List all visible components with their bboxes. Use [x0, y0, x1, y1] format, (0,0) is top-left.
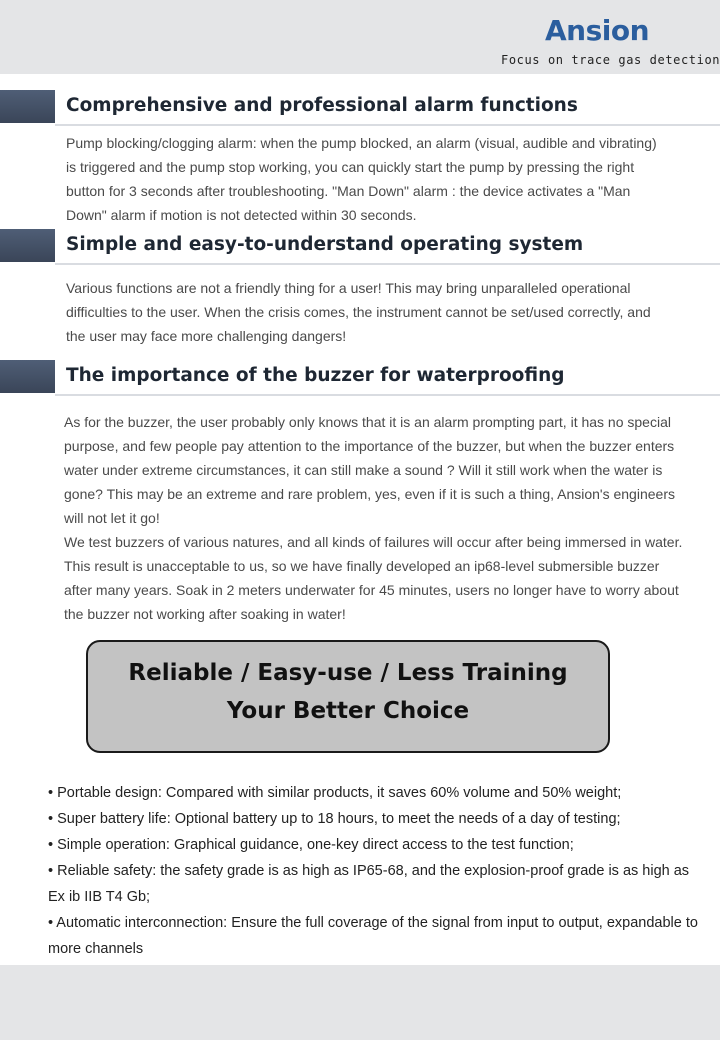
feature-item: • Simple operation: Graphical guidance, one-key direct access to the test function;: [48, 837, 574, 853]
slogan-callout: [86, 640, 610, 753]
feature-item: • Reliable safety: the safety grade is as high as IP65-68, and the explosion-proof grade is as high as Ex ib IIB T4 Gb;: [48, 863, 690, 905]
section-body: As for the buzzer, the user probably only knows that it is an alarm prompting part, it has no special purpose, and few people pay attention to the importance of the buzzer, but when the buzzer enters water under extreme circumstances, it can still make a sound ? Will it still work when the water is gone? This may be an extreme and rare problem, yes, even if it is such a thing, Ansion's engineers will not let it go!: [64, 414, 675, 526]
section-body: Various functions are not a friendly thing for a user! This may bring unparalleled operational difficulties to the user. When the crisis comes, the instrument cannot be set/used correctly, and the user may face more challenging dangers!: [66, 280, 651, 344]
feature-item: • Automatic interconnection: Ensure the full coverage of the signal from input to output, expandable to more channels: [48, 915, 698, 957]
section-marker: [0, 229, 55, 262]
header-band: [0, 0, 720, 74]
section-divider: [55, 124, 720, 126]
section-title: Comprehensive and professional alarm functions: [66, 95, 578, 116]
slogan-line: Reliable / Easy-use / Less Training: [128, 660, 568, 686]
section-header-buzzer: [0, 360, 720, 398]
brand-logo: Ansion: [545, 14, 650, 47]
section-title: The importance of the buzzer for waterproofing: [66, 365, 565, 386]
brand-tagline: Focus on trace gas detection: [501, 53, 720, 67]
feature-item: • Portable design: Compared with similar products, it saves 60% volume and 50% weight;: [48, 785, 622, 801]
section-title: Simple and easy-to-understand operating system: [66, 234, 584, 255]
section-header-operating-system: [0, 229, 720, 267]
feature-item: • Super battery life: Optional battery up to 18 hours, to meet the needs of a day of testing;: [48, 811, 621, 827]
section-body: Pump blocking/clogging alarm: when the pump blocked, an alarm (visual, audible and vibrating) is triggered and the pump stop working, you can quickly start the pump by pressing the right button for 3 seconds after troubleshooting. "Man Down" alarm : the device activates a "Man Down" alarm if motion is not detected within 30 seconds.: [66, 135, 657, 223]
section-divider: [55, 263, 720, 265]
section-header-alarm: [0, 90, 720, 128]
section-marker: [0, 360, 55, 393]
section-divider: [55, 394, 720, 396]
feature-list: [48, 780, 698, 962]
slogan-line: Your Better Choice: [226, 698, 470, 724]
section-body: We test buzzers of various natures, and all kinds of failures will occur after being immersed in water. This result is unacceptable to us, so we have finally developed an ip68-level submersible buzzer after many years. Soak in 2 meters underwater for 45 minutes, users no longer have to worry about the buzzer not working after soaking in water!: [64, 534, 683, 622]
footer-band: [0, 965, 720, 1040]
section-marker: [0, 90, 55, 123]
